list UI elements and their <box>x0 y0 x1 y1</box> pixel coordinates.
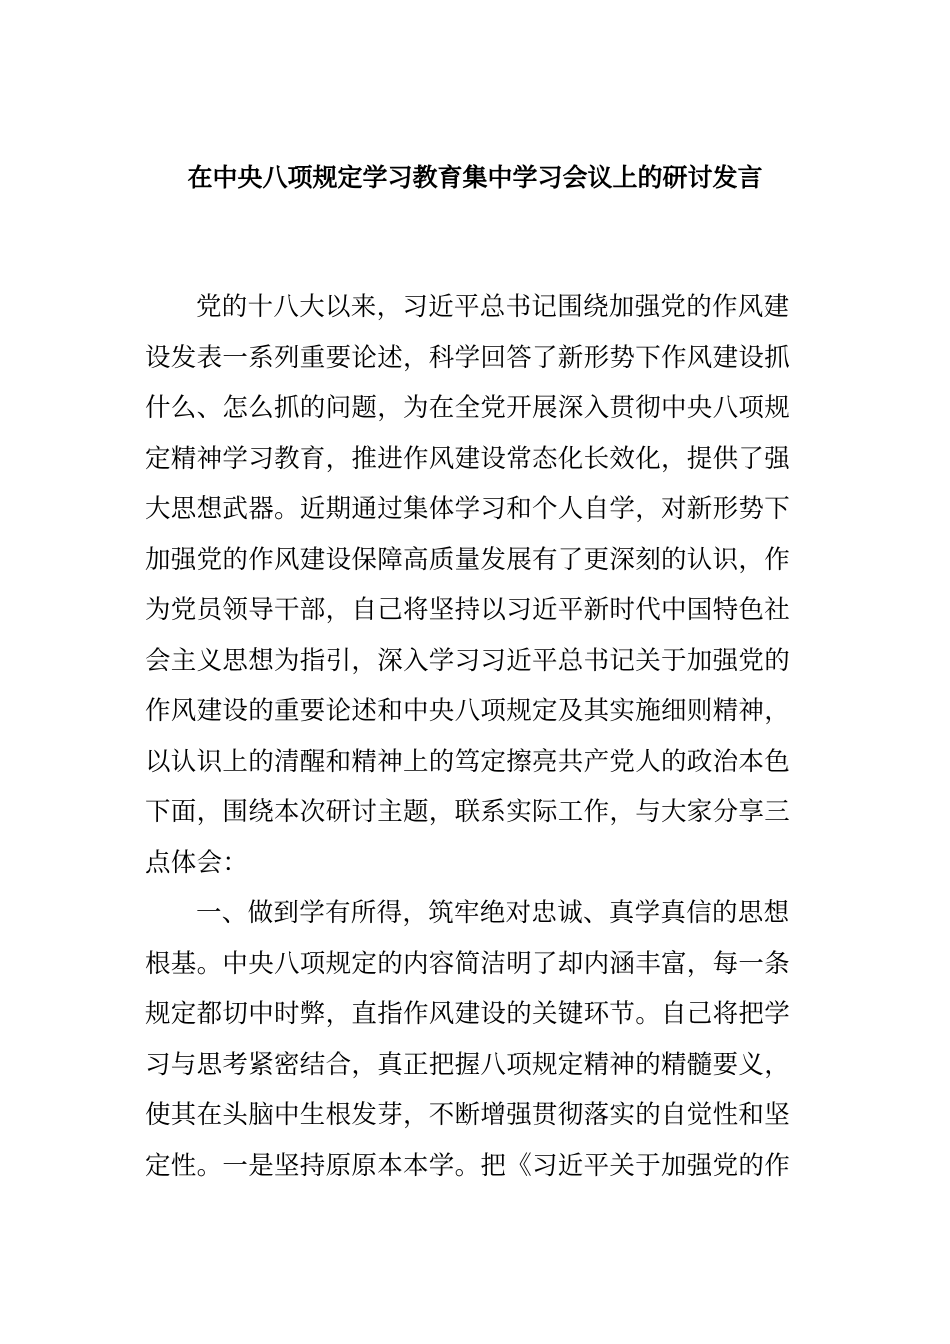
paragraph-line: 定性。一是坚持原原本本学。把《习近平关于加强党的作 <box>145 1150 791 1181</box>
paragraph-line: 一、做到学有所得，筑牢绝对忠诚、真学真信的思想 <box>196 898 790 928</box>
paragraph-line: 根基。中央八项规定的内容简洁明了却内涵丰富，每一条 <box>145 948 791 979</box>
paragraph-line: 党的十八大以来，习近平总书记围绕加强党的作风建 <box>196 292 790 322</box>
paragraph-line: 规定都切中时弊，直指作风建设的关键环节。自己将把学 <box>145 999 791 1029</box>
paragraph-line: 下面，围绕本次研讨主题，联系实际工作，与大家分享三 <box>145 797 791 827</box>
paragraph-line: 以认识上的清醒和精神上的笃定擦亮共产党人的政治本色 <box>145 746 791 777</box>
paragraph-line: 什么、怎么抓的问题，为在全党开展深入贯彻中央八项规 <box>145 393 791 423</box>
paragraph-line: 设发表一系列重要论述，科学回答了新形势下作风建设抓 <box>145 342 791 373</box>
document-title: 在中央八项规定学习教育集中学习会议上的研讨发言 <box>187 163 763 192</box>
paragraph-line: 大思想武器。近期通过集体学习和个人自学，对新形势下 <box>145 494 791 524</box>
paragraph-line: 点体会： <box>145 847 249 878</box>
paragraph-line: 加强党的作风建设保障高质量发展有了更深刻的认识，作 <box>145 544 791 575</box>
paragraph-line: 习与思考紧密结合，真正把握八项规定精神的精髓要义， <box>145 1049 791 1080</box>
paragraph-line: 会主义思想为指引，深入学习习近平总书记关于加强党的 <box>145 645 791 676</box>
paragraph-line: 作风建设的重要论述和中央八项规定及其实施细则精神， <box>145 696 791 726</box>
document-body <box>145 282 810 1191</box>
paragraph-line: 使其在头脑中生根发芽，不断增强贯彻落实的自觉性和坚 <box>145 1100 791 1130</box>
paragraph-line: 为党员领导干部，自己将坚持以习近平新时代中国特色社 <box>145 595 791 625</box>
paragraph-line: 定精神学习教育，推进作风建设常态化长效化，提供了强 <box>145 443 791 474</box>
